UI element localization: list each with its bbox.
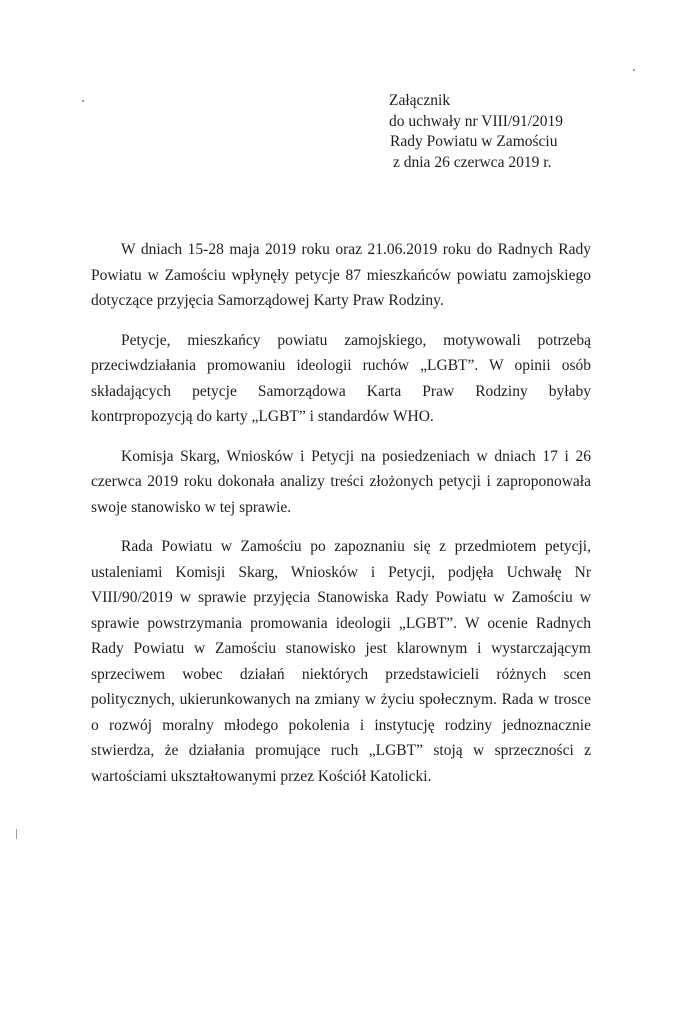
scan-speck	[16, 829, 17, 839]
attachment-resolution-number: do uchwały nr VIII/91/2019	[389, 112, 564, 130]
paragraph-text: Komisja Skarg, Wniosków i Petycji na posiedzeniach w dniach 17 i 26 czerwca 2019 roku dokonała analizy treści złożonych petycji i zaproponowała swoje stanowisko w tej sprawie.	[91, 447, 591, 516]
attachment-council-name: Rady Powiatu w Zamościu	[390, 133, 558, 150]
paragraph-council-resolution	[91, 534, 591, 789]
attachment-date: z dnia 26 czerwca 2019 r.	[393, 153, 552, 171]
paragraph-petitioners-motivation	[91, 328, 591, 430]
document-body	[91, 237, 591, 803]
paragraph-committee-analysis	[91, 444, 591, 521]
scan-speck	[633, 69, 635, 71]
paragraph-text: W dniach 15-28 maja 2019 roku oraz 21.06.2019 roku do Radnych Rady Powiatu w Zamościu wpłynęły petycje 87 mieszkańców powiatu zamojskiego dotyczące przyjęcia Samorządowej Karty Praw Rodziny.	[91, 241, 591, 309]
paragraph-text: Petycje, mieszkańcy powiatu zamojskiego, motywowali potrzebą przeciwdziałania promowaniu ideologii ruchów „LGBT”. W opinii osób składających petycje Samorządowa Karta Praw Rodziny byłaby kontrpropozycją do karty „LGBT” i standardów WHO.	[91, 331, 591, 425]
scan-speck	[82, 100, 84, 102]
attachment-header	[389, 91, 563, 173]
paragraph-text: Rada Powiatu w Zamościu po zapoznaniu się z przedmiotem petycji, ustaleniami Komisji Skarg, Wniosków i Petycji, podjęła Uchwałę Nr VIII/90/2019 w sprawie przyjęcia Stanowiska Rady Powiatu w Zamościu w sprawie powstrzymania promowania ideologii „LGBT”. W ocenie Radnych Rady Powiatu w Zamościu stanowisko jest klarownym i wystarczającym sprzeciwem wobec działań niektórych przedstawicieli różnych scen politycznych, ukierunkowanych na zmiany w życiu społecznym. Rada w trosce o rozwój moralny młodego pokolenia i instytucję rodziny jednoznacznie stwierdza, że działania promujące ruch „LGBT” stoją w sprzeczności z wartościami ukształtowanymi przez Kościół Katolicki.	[91, 538, 591, 785]
paragraph-petitions-received	[91, 237, 591, 314]
attachment-title: Załącznik	[389, 92, 451, 109]
